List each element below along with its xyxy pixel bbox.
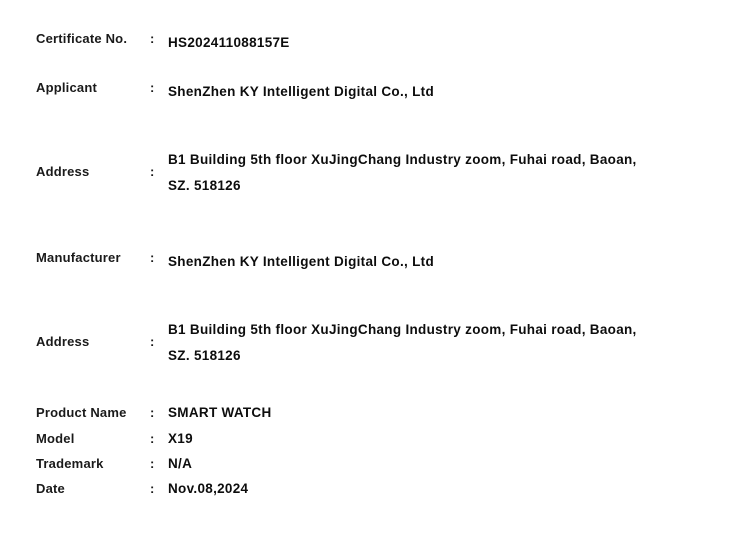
field-row-applicant-address <box>0 147 730 199</box>
field-value-manufacturer-address <box>168 317 730 369</box>
field-row-manufacturer <box>0 249 730 275</box>
value-line: Nov.08,2024 <box>168 481 249 496</box>
field-separator-date: : <box>150 481 155 496</box>
field-separator-product-name: : <box>150 405 155 420</box>
field-label-manufacturer-address: Address <box>36 334 90 349</box>
field-row-date <box>0 480 730 498</box>
field-label-certificate-no: Certificate No. <box>36 31 128 46</box>
field-value-trademark <box>168 455 730 473</box>
field-label-product-name: Product Name <box>36 405 127 420</box>
field-row-certificate-no <box>0 30 730 56</box>
field-label-date: Date <box>36 481 65 496</box>
field-value-certificate-no <box>168 30 730 56</box>
field-separator-manufacturer: : <box>150 250 155 265</box>
field-separator-model: : <box>150 431 155 446</box>
field-value-date <box>168 480 730 498</box>
value-line: X19 <box>168 431 193 446</box>
field-separator-certificate-no: : <box>150 31 155 46</box>
value-line: ShenZhen KY Intelligent Digital Co., Ltd <box>168 254 435 269</box>
value-line: B1 Building 5th floor XuJingChang Industry zoom, Fuhai road, Baoan, <box>168 322 637 337</box>
value-line: ShenZhen KY Intelligent Digital Co., Ltd <box>168 84 435 99</box>
field-label-trademark: Trademark <box>36 456 104 471</box>
field-separator-manufacturer-address: : <box>150 334 155 349</box>
field-row-product-name <box>0 404 730 422</box>
value-line: N/A <box>168 456 193 471</box>
field-label-applicant-address: Address <box>36 164 90 179</box>
field-label-model: Model <box>36 431 75 446</box>
field-separator-applicant-address: : <box>150 164 155 179</box>
field-value-applicant <box>168 79 730 105</box>
field-value-product-name <box>168 404 730 422</box>
field-label-applicant: Applicant <box>36 80 98 95</box>
value-line: HS202411088157E <box>168 35 290 50</box>
field-separator-applicant: : <box>150 80 155 95</box>
field-value-model <box>168 430 730 448</box>
field-row-applicant <box>0 79 730 105</box>
value-line: SMART WATCH <box>168 405 272 420</box>
value-line: B1 Building 5th floor XuJingChang Industry zoom, Fuhai road, Baoan, <box>168 152 637 167</box>
field-label-manufacturer: Manufacturer <box>36 250 121 265</box>
field-row-model <box>0 430 730 448</box>
field-row-trademark <box>0 455 730 473</box>
value-line: SZ. 518126 <box>168 178 241 193</box>
field-row-manufacturer-address <box>0 317 730 369</box>
value-line: SZ. 518126 <box>168 348 241 363</box>
field-value-applicant-address <box>168 147 730 199</box>
field-separator-trademark: : <box>150 456 155 471</box>
field-value-manufacturer <box>168 249 730 275</box>
